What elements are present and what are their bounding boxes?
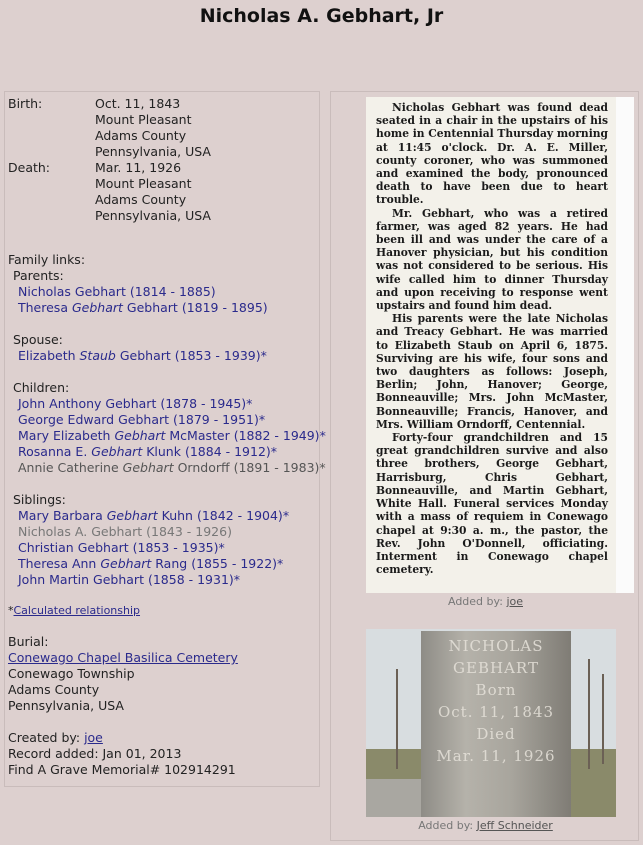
family-link-spouse[interactable]: Elizabeth Staub Gebhart (1853 - 1939)* — [18, 348, 267, 363]
family-link-parent[interactable]: Nicholas Gebhart (1814 - 1885) — [18, 284, 216, 299]
death-date: Mar. 11, 1926 — [95, 160, 182, 175]
burial-place-line: Conewago Township — [8, 666, 135, 681]
cemetery-link[interactable]: Conewago Chapel Basilica Cemetery — [8, 650, 238, 665]
obituary-paragraph: Mr. Gebhart, who was a retired farmer, was aged 82 years. He had been ill and was under the care of a Hanover physician, but his condition was not considered to be serious. His wife called him to dinner Thursday and upon receiving to response went upstairs and found him dead. — [376, 206, 608, 313]
memorial-number: Find A Grave Memorial# 102914291 — [8, 762, 236, 777]
birth-place-line: Adams County — [95, 128, 187, 143]
family-link-child[interactable]: George Edward Gebhart (1879 - 1951)* — [18, 412, 266, 427]
death-place-line: Adams County — [95, 192, 187, 207]
burial-label: Burial: — [8, 634, 49, 649]
family-link-sibling[interactable]: Theresa Ann Gebhart Rang (1855 - 1922)* — [18, 556, 284, 571]
obituary-paragraph: His parents were the late Nicholas and Treacy Gebhart. He was married to Elizabeth Staub on April 6, 1875. Surviving are his wife, four sons and two daughters as follows: Joseph, Berlin; John, Hanover; George, Bonneauville; Mrs. John McMaster, Bonneauville; Francis, Hanover, and Mrs. William Orndorff, Centennial. — [376, 312, 608, 431]
tree — [588, 659, 590, 769]
calculated-relationship-note: *Calculated relationship — [8, 604, 141, 617]
siblings-label: Siblings: — [13, 492, 66, 507]
page-title: Nicholas A. Gebhart, Jr — [199, 5, 444, 27]
media-panel — [330, 91, 639, 841]
family-links-heading: Family links: — [8, 252, 86, 267]
obituary-contributor-link[interactable]: joe — [506, 595, 523, 608]
headstone-inscription: NICHOLAS GEBHART Born Oct. 11, 1843 Died Mar. 11, 1926 — [436, 637, 556, 765]
death-place-line: Pennsylvania, USA — [95, 208, 211, 223]
family-link-parent[interactable]: Theresa Gebhart Gebhart (1819 - 1895) — [18, 300, 268, 315]
children-label: Children: — [13, 380, 70, 395]
family-link-sibling[interactable]: John Martin Gebhart (1858 - 1931)* — [18, 572, 241, 587]
headstone-photo[interactable] — [366, 629, 616, 817]
birth-date: Oct. 11, 1843 — [95, 96, 181, 111]
burial-place-line: Pennsylvania, USA — [8, 698, 124, 713]
death-place-line: Mount Pleasant — [95, 176, 192, 191]
creator-link[interactable]: joe — [84, 730, 103, 745]
spouse-label: Spouse: — [13, 332, 63, 347]
obituary-clipping[interactable] — [366, 97, 616, 593]
family-link-child[interactable]: Mary Elizabeth Gebhart McMaster (1882 - 1949)* — [18, 428, 326, 443]
family-link-child[interactable]: Annie Catherine Gebhart Orndorff (1891 - 1983)* — [18, 460, 326, 475]
family-link-sibling[interactable]: Mary Barbara Gebhart Kuhn (1842 - 1904)* — [18, 508, 290, 523]
tree — [396, 669, 398, 769]
photo-caption: Added by: Jeff Schneider — [418, 819, 553, 832]
clipping-edge — [616, 97, 634, 593]
obituary-caption: Added by: joe — [447, 595, 523, 608]
family-self-entry: Nicholas A. Gebhart (1843 - 1926) — [18, 524, 232, 539]
memorial-details-panel — [4, 91, 326, 787]
created-by: Created by: joe — [8, 730, 103, 745]
birth-place-line: Pennsylvania, USA — [95, 144, 211, 159]
birth-label: Birth: — [8, 96, 43, 111]
birth-place-line: Mount Pleasant — [95, 112, 192, 127]
tree — [602, 674, 604, 764]
calculated-relationship-link[interactable]: Calculated relationship — [13, 604, 141, 617]
obituary-paragraph: Forty-four grandchildren and 15 great grandchildren survive and also three brothers, George Gebhart, Harrisburg, Chris Gebhart, Bonneauville, and Martin Gebhart, White Hall. Funeral services Monday with a mass of requiem in Conewago chapel at 9:30 a. m., the pastor, the Rev. John O'Donnell, officiating. Interment in Conewago chapel cemetery. — [376, 431, 608, 577]
burial-place-line: Adams County — [8, 682, 100, 697]
obituary-paragraph: Nicholas Gebhart was found dead seated in a chair in the upstairs of his home in Centennial Thursday morning at 11:45 o'clock. Dr. A. E. Miller, county coroner, who was summoned and examined the body, pronounced death to have been due to heart trouble. — [376, 101, 609, 207]
death-label: Death: — [8, 160, 51, 175]
parents-label: Parents: — [13, 268, 64, 283]
family-link-sibling[interactable]: Christian Gebhart (1853 - 1935)* — [18, 540, 225, 555]
family-link-child[interactable]: Rosanna E. Gebhart Klunk (1884 - 1912)* — [18, 444, 278, 459]
photo-contributor-link[interactable]: Jeff Schneider — [476, 819, 553, 832]
family-link-child[interactable]: John Anthony Gebhart (1878 - 1945)* — [18, 396, 253, 411]
record-added: Record added: Jan 01, 2013 — [8, 746, 182, 761]
